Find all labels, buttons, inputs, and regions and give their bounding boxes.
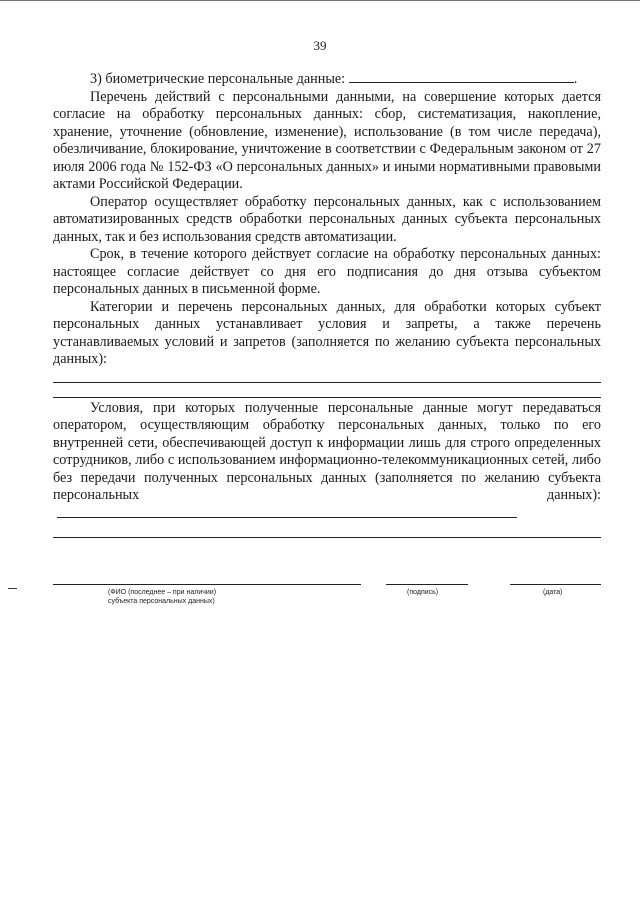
fio-label: [108, 588, 216, 606]
conditions-text: Условия, при которых полученные персональные данные могут передаваться оператором, осуществляющим обработку персональных данных, только по его внутренней сети, обеспечивающей доступ к информации лишь для строго определенных сотрудников, либо с использованием информационно-телекоммуникационных сетей, либо без передачи полученных персональных данных (заполняется по желанию субъекта персональных данных):: [53, 399, 601, 503]
fio-label-line1: (ФИО (последнее – при наличии): [108, 589, 217, 596]
page-top-edge: [0, 0, 640, 4]
fio-label-line2: субъекта персональных данных): [108, 598, 215, 605]
conditions-fill-inline[interactable]: [57, 505, 517, 518]
biometric-data-label: 3) биометрические персональные данные:: [90, 71, 346, 87]
categories-fill-line-1[interactable]: [53, 369, 601, 383]
margin-mark: [8, 588, 17, 589]
categories-paragraph: Категории и перечень персональных данных, для обработки которых субъект персональных данных устанавливает условия и запреты, а также перечень устанавливаемых условий и запретов (заполняется по желанию субъекта персональных данных):: [53, 298, 601, 367]
actions-paragraph: Перечень действий с персональными данными, на совершение которых дается согласие на обработку персональных данных: сбор, систематизация, накопление, хранение, уточнение (обновление, изменение), использование (в том числе передача), обезличивание, блокирование, уничтожение в соответствии с Федеральным законом от 27 июля 2006 года № 152-ФЗ «О персональных данных» и иными нормативными правовыми актами Российской Федерации.: [53, 88, 601, 192]
date-signature-line[interactable]: [510, 584, 601, 585]
biometric-data-end: .: [573, 71, 578, 87]
page-number: 39: [313, 38, 327, 53]
sign-label: (подпись): [407, 589, 439, 596]
signature-block: [53, 572, 603, 612]
biometric-data-blank[interactable]: [349, 70, 574, 83]
biometric-data-line: [53, 70, 601, 89]
conditions-fill-line-1[interactable]: [53, 523, 601, 538]
conditions-paragraph: [53, 400, 601, 524]
date-label: (дата): [543, 589, 563, 596]
categories-fill-line-2[interactable]: [53, 383, 601, 398]
document-body: [53, 70, 601, 538]
operator-paragraph: Оператор осуществляет обработку персональных данных, как с использованием автоматизированных средств обработки персональных данных субъекта персональных данных, так и без использования средств автоматизации.: [53, 193, 601, 245]
sign-signature-line[interactable]: [386, 584, 468, 585]
term-paragraph: Срок, в течение которого действует согласие на обработку персональных данных: настоящее согласие действует со дня его подписания до дня отзыва субъектом персональных данных в письменной форме.: [53, 246, 601, 297]
fio-signature-line[interactable]: [53, 584, 361, 585]
